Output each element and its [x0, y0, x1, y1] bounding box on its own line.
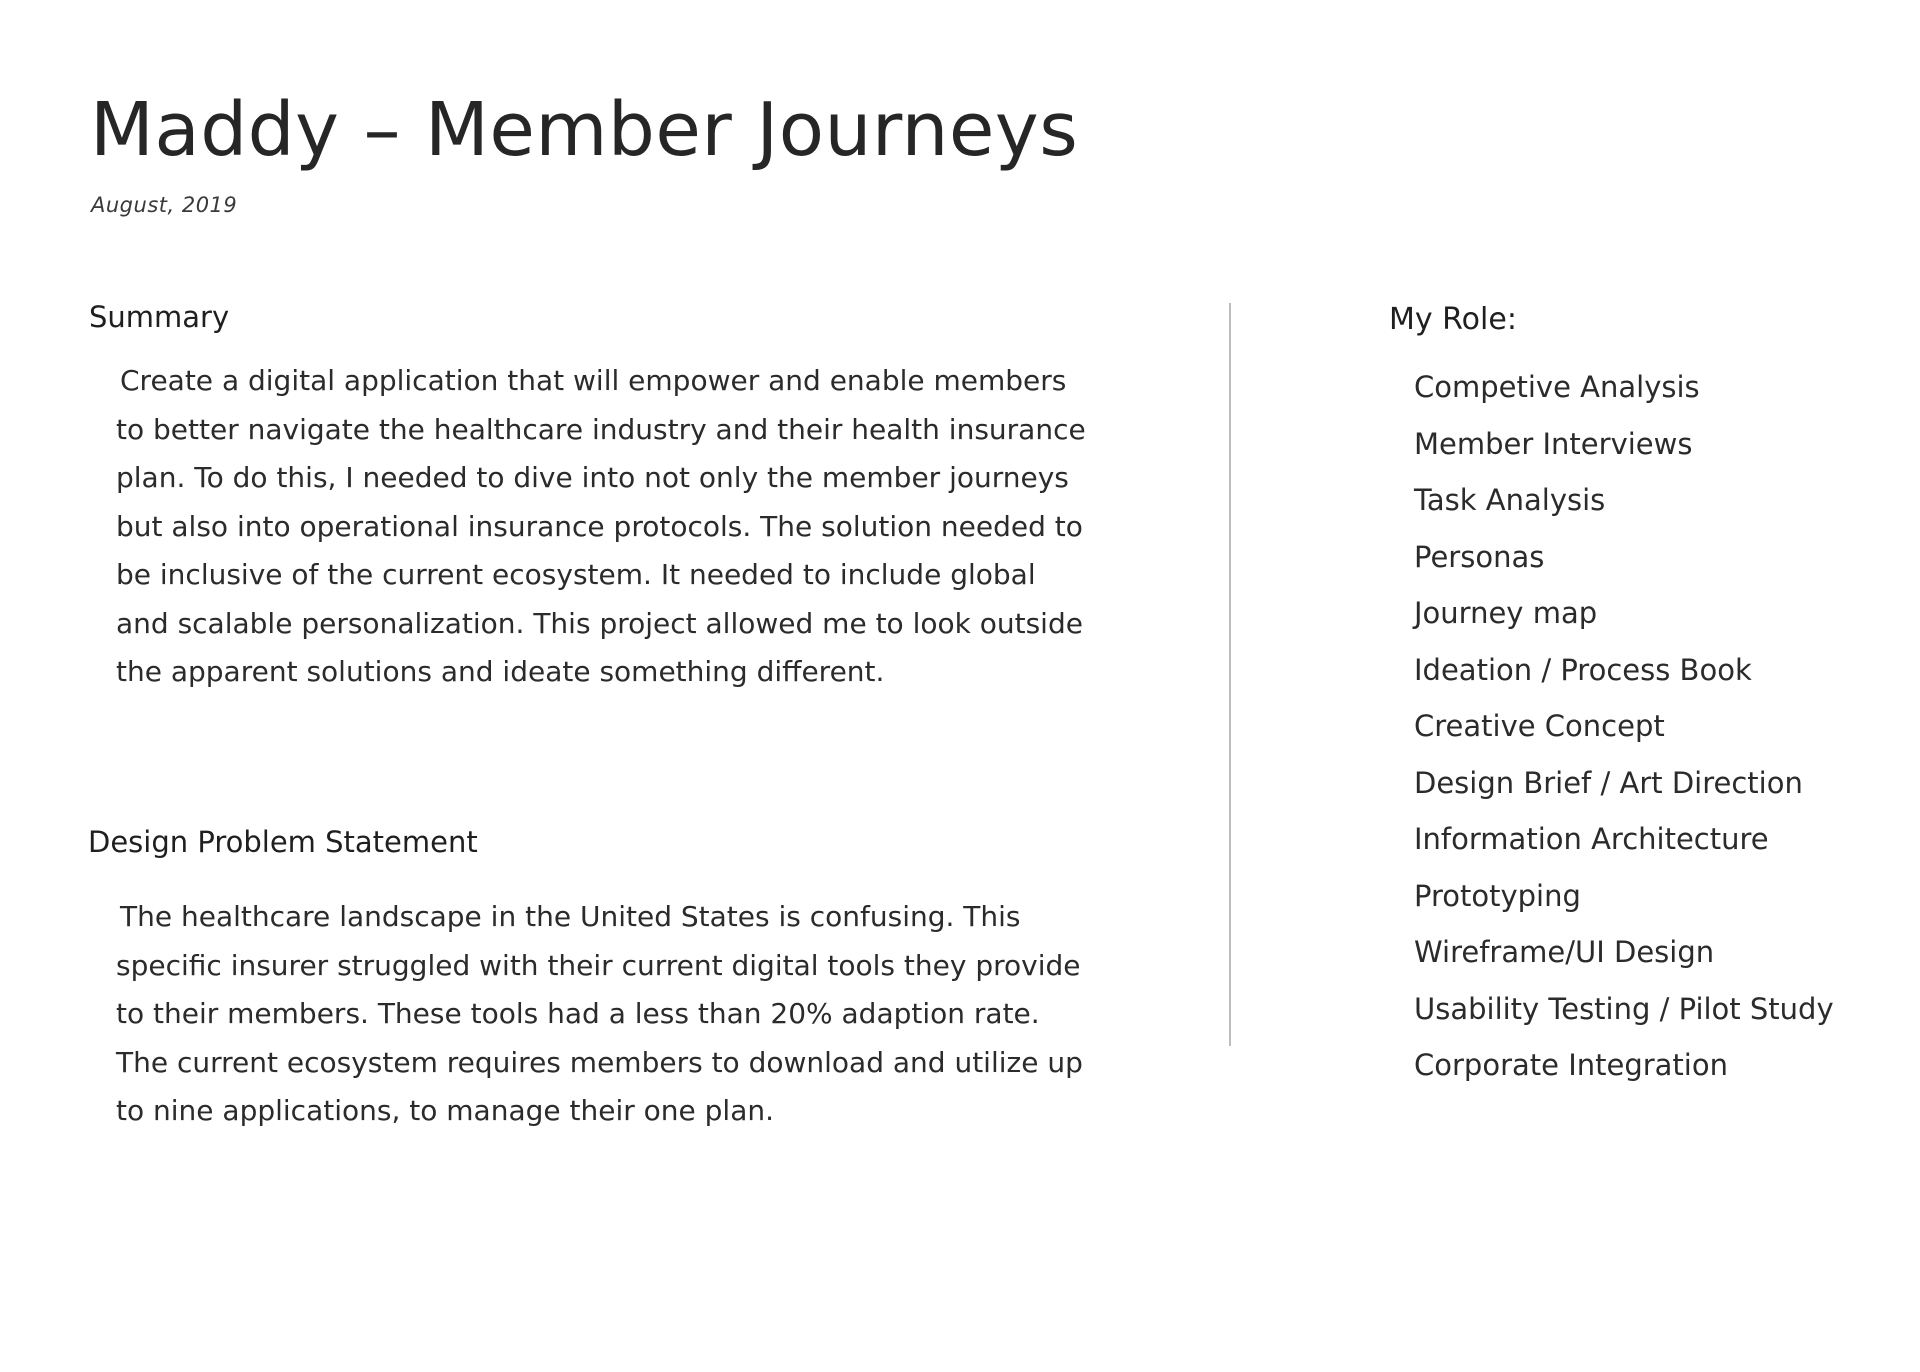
role-list [1414, 359, 1834, 1094]
design-problem-paragraph: The healthcare landscape in the United States is confusing. This specific insurer struggled with their current digital tools they provide to their members. These tools had a less than 20% adaption rate. The current ecosystem requires members to download and utilize up to nine applications, to manage their one plan. [116, 900, 1083, 1127]
role-item: Competive Analysis [1414, 370, 1700, 404]
role-item: Task Analysis [1414, 483, 1606, 517]
column-divider [1229, 303, 1231, 1046]
my-role-heading: My Role: [1389, 302, 1517, 337]
role-item: Journey map [1414, 596, 1598, 630]
page-title: Maddy – Member Journeys [90, 87, 1079, 173]
role-item: Information Architecture [1414, 822, 1769, 856]
role-item: Creative Concept [1414, 709, 1665, 743]
role-item: Wireframe/UI Design [1414, 935, 1715, 969]
summary-paragraph: Create a digital application that will empower and enable members to better navigate the healthcare industry and their health insurance plan. To do this, I needed to dive into not only the member journeys but also into operational insurance protocols. The solution needed to be inclusive of the current ecosystem. It needed to include global and scalable personalization. This project allowed me to look outside the apparent solutions and ideate something different. [116, 364, 1086, 688]
role-item: Corporate Integration [1414, 1048, 1728, 1082]
summary-heading: Summary [89, 300, 230, 334]
role-item: Ideation / Process Book [1414, 652, 1752, 687]
role-item: Design Brief / Art Direction [1414, 765, 1803, 800]
role-item: Usability Testing / Pilot Study [1414, 991, 1834, 1026]
role-item: Prototyping [1414, 878, 1581, 913]
page-date: August, 2019 [91, 193, 238, 217]
role-item: Member Interviews [1414, 426, 1693, 461]
design-problem-heading: Design Problem Statement [88, 825, 478, 859]
role-item: Personas [1414, 539, 1545, 574]
